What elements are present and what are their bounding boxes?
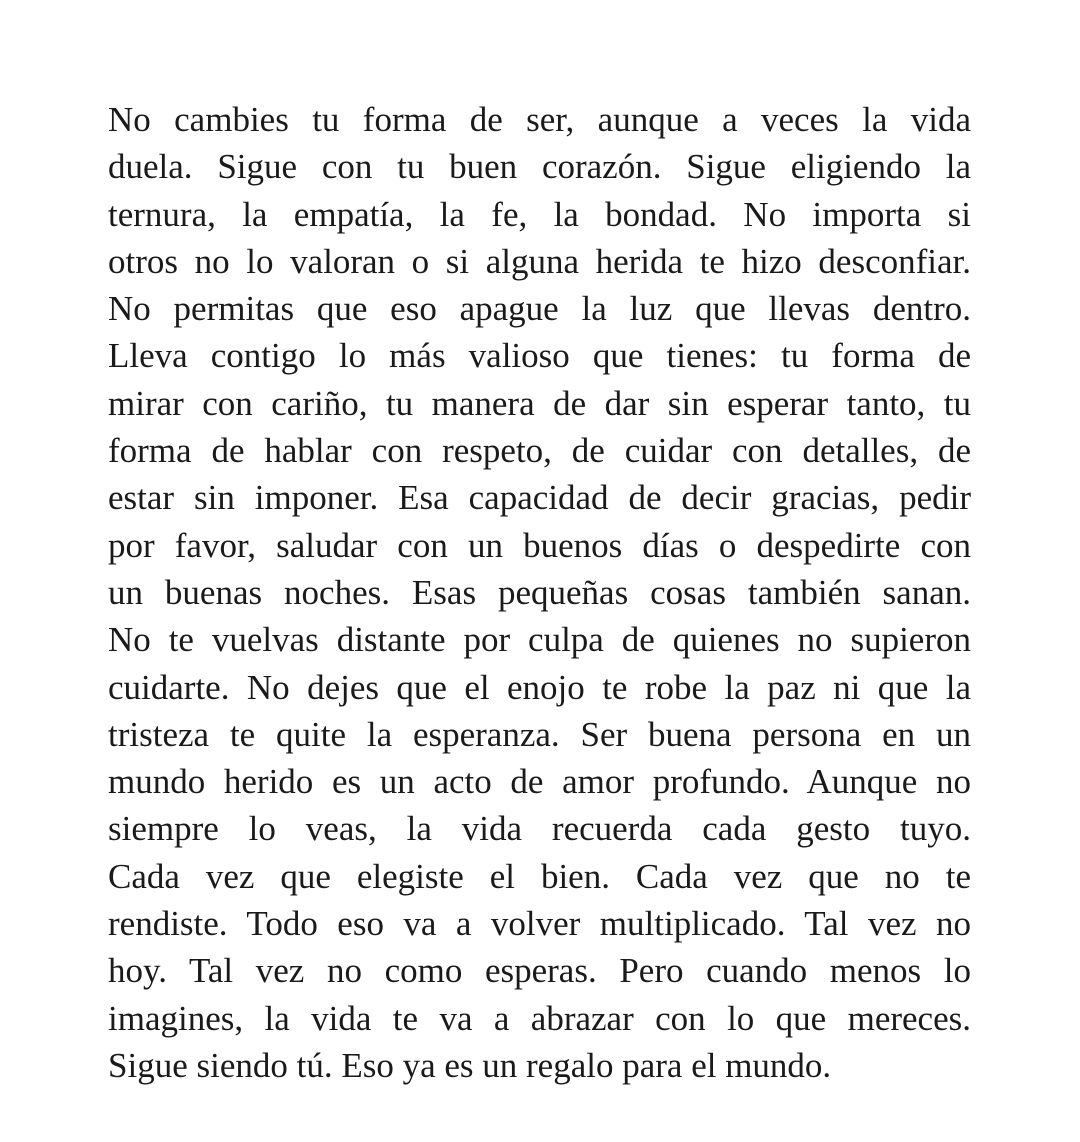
paragraph-line-13: cuidarte. No dejes que el enojo te robe la paz ni que la xyxy=(108,667,971,707)
paragraph-line-1: No cambies tu forma de ser, aunque a veces la vida xyxy=(108,100,971,139)
paragraph-line-19: hoy. Tal vez no como esperas. Pero cuando menos lo xyxy=(108,951,971,991)
paragraph-line-11: un buenas noches. Esas pequeñas cosas también sanan. xyxy=(108,572,971,612)
paragraph-line-9: estar sin imponer. Esa capacidad de decir gracias, pedir xyxy=(108,478,971,518)
paragraph-line-8: forma de hablar con respeto, de cuidar con detalles, de xyxy=(108,431,971,471)
paragraph-line-6: Lleva contigo lo más valioso que tienes: tu forma de xyxy=(108,336,971,376)
paragraph-line-3: ternura, la empatía, la fe, la bondad. No importa si xyxy=(108,194,971,234)
paragraph-line-10: por favor, saludar con un buenos días o despedirte con xyxy=(108,525,971,565)
paragraph-line-20: imagines, la vida te va a abrazar con lo que mereces. xyxy=(108,998,971,1038)
paragraph-line-7: mirar con cariño, tu manera de dar sin esperar tanto, tu xyxy=(108,383,971,423)
paragraph-line-15: mundo herido es un acto de amor profundo. Aunque no xyxy=(108,762,971,802)
paragraph-line-2: duela. Sigue con tu buen corazón. Sigue eligiendo la xyxy=(108,147,971,187)
paragraph-line-21: Sigue siendo tú. Eso ya es un regalo para el mundo. xyxy=(108,1045,832,1085)
paragraph-line-16: siempre lo veas, la vida recuerda cada gesto tuyo. xyxy=(108,809,971,849)
paragraph-line-12: No te vuelvas distante por culpa de quienes no supieron xyxy=(108,620,971,660)
paragraph-line-5: No permitas que eso apague la luz que llevas dentro. xyxy=(108,289,971,329)
paragraph-line-18: rendiste. Todo eso va a volver multiplicado. Tal vez no xyxy=(108,904,971,944)
paragraph-line-17: Cada vez que elegiste el bien. Cada vez que no te xyxy=(108,856,971,896)
paragraph-line-4: otros no lo valoran o si alguna herida te hizo desconfiar. xyxy=(108,241,971,281)
paragraph-line-14: tristeza te quite la esperanza. Ser buena persona en un xyxy=(108,714,971,754)
body-paragraph xyxy=(108,96,971,1089)
